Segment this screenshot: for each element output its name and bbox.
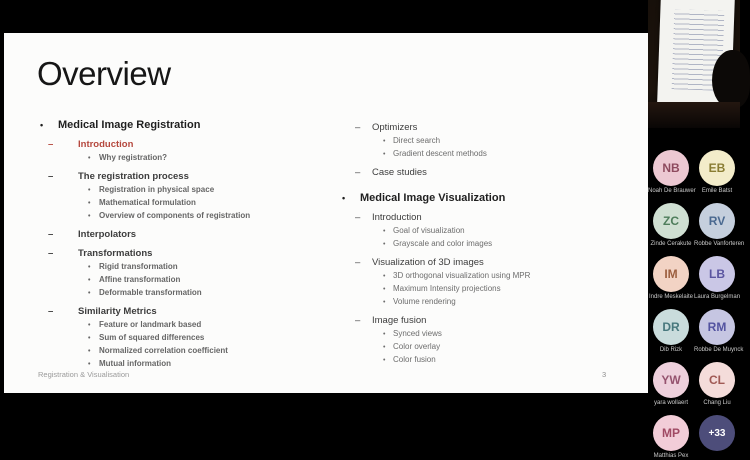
outline-text: Normalized correlation coefficient (99, 346, 228, 355)
bullet-marker: – (48, 139, 54, 150)
outline-text: Medical Image Registration (58, 119, 201, 131)
overflow-count-badge: +33 (699, 415, 735, 451)
outline-text: Color overlay (393, 342, 441, 351)
bullet-marker: – (48, 229, 54, 240)
outline-item (342, 238, 644, 250)
outline-text: Maximum Intensity projections (393, 284, 501, 293)
presenter-video-thumbnail[interactable] (648, 0, 740, 128)
participant-name: Robbe De Muynck (694, 347, 744, 353)
bullet-marker: • (88, 348, 91, 355)
outline-text: Sum of squared differences (99, 333, 205, 342)
bullet-marker: – (355, 257, 361, 268)
bullet-marker: • (383, 138, 386, 145)
outline-item (342, 270, 644, 282)
bullet-marker: • (383, 299, 386, 306)
outline-text: Similarity Metrics (78, 306, 157, 317)
outline-item (40, 358, 342, 370)
bullet-marker: • (88, 187, 91, 194)
bullet-marker: • (88, 277, 91, 284)
avatar: RM (699, 309, 735, 345)
participant-tile[interactable] (648, 362, 694, 407)
participant-name: Zinde Cerakute (650, 241, 692, 247)
outline-text: Goal of visualization (393, 226, 465, 235)
outline-item (342, 296, 644, 308)
avatar: EB (699, 150, 735, 186)
bullet-marker: • (88, 361, 91, 368)
outline-text: Synced views (393, 329, 442, 338)
participant-name: Chang Liu (703, 400, 731, 406)
outline-text: Optimizers (372, 122, 418, 133)
avatar: CL (699, 362, 735, 398)
outline-text: Interpolators (78, 229, 137, 240)
participant-tile[interactable] (694, 256, 740, 301)
outline-text: Feature or landmark based (99, 320, 202, 329)
outline-item (342, 315, 644, 327)
bullet-marker: • (383, 228, 386, 235)
bullet-marker: • (88, 322, 91, 329)
desk-area (648, 102, 740, 128)
outline-text: Rigid transformation (99, 262, 178, 271)
bullet-marker: – (355, 212, 361, 223)
bullet-marker: • (383, 151, 386, 158)
outline-item (40, 274, 342, 286)
avatar: DR (653, 309, 689, 345)
outline-item (40, 210, 342, 222)
slide-page-number: 3 (602, 370, 607, 379)
bullet-marker: – (355, 167, 361, 178)
outline-item (40, 118, 342, 132)
outline-text: Medical Image Visualization (360, 192, 506, 204)
avatar: ZC (653, 203, 689, 239)
outline-item (342, 191, 644, 205)
avatar: YW (653, 362, 689, 398)
outline-item (40, 319, 342, 331)
outline-text: Case studies (372, 167, 427, 178)
participants-sidebar (648, 0, 745, 459)
outline-text: Direct search (393, 136, 441, 145)
outline-text: Visualization of 3D images (372, 257, 484, 268)
outline-item (40, 287, 342, 299)
outline-item (342, 135, 644, 147)
bullet-marker: • (88, 155, 91, 162)
bullet-marker: • (342, 193, 346, 203)
outline-item (342, 328, 644, 340)
participant-name: Laura Burgelman (694, 294, 741, 300)
outline-text: Affine transformation (99, 275, 181, 284)
bullet-marker: • (88, 213, 91, 220)
slide-footer-text: Registration & Visualisation (38, 370, 130, 379)
outline-text: Introduction (78, 139, 134, 150)
outline-item (40, 229, 342, 241)
outline-item (342, 354, 644, 366)
outline-column-right (342, 115, 644, 366)
bullet-marker: – (355, 122, 361, 133)
bullet-marker: • (88, 264, 91, 271)
outline-text: Transformations (78, 248, 153, 259)
outline-item (40, 184, 342, 196)
outline-item (40, 171, 342, 183)
outline-item (342, 122, 644, 134)
participant-tile[interactable] (648, 309, 694, 354)
outline-text: Color fusion (393, 355, 436, 364)
outline-item (40, 306, 342, 318)
outline-text: Mutual information (99, 359, 171, 368)
participants-overflow-tile[interactable] (694, 415, 740, 460)
outline-item (40, 197, 342, 209)
bullet-marker: • (383, 331, 386, 338)
presenter-silhouette (712, 50, 750, 108)
bullet-marker: – (48, 171, 54, 182)
bullet-marker: • (88, 335, 91, 342)
outline-text: The registration process (78, 171, 189, 182)
participant-tile[interactable] (694, 309, 744, 354)
bullet-marker: • (383, 273, 386, 280)
bullet-marker: • (88, 200, 91, 207)
outline-text: Grayscale and color images (393, 239, 493, 248)
bullet-marker: • (383, 357, 386, 364)
bullet-marker: • (383, 344, 386, 351)
outline-item (40, 139, 342, 151)
outline-text: Volume rendering (393, 297, 456, 306)
outline-text: Registration in physical space (99, 185, 215, 194)
outline-item (342, 283, 644, 295)
bullet-marker: • (40, 120, 44, 130)
avatar: MP (653, 415, 689, 451)
outline-item (40, 261, 342, 273)
participant-name: Emile Batst (701, 188, 733, 194)
outline-text: Image fusion (372, 315, 427, 326)
bullet-marker: – (48, 248, 54, 259)
outline-text: Introduction (372, 212, 422, 223)
participant-name: Robbe Vanforteren (694, 241, 745, 247)
bullet-marker: • (88, 290, 91, 297)
avatar: RV (699, 203, 735, 239)
outline-column-left (40, 118, 342, 370)
participant-tile[interactable] (648, 150, 694, 195)
participants-grid (648, 150, 745, 460)
bullet-marker: – (48, 306, 54, 317)
participant-tile[interactable] (694, 150, 740, 195)
outline-item (40, 332, 342, 344)
outline-item (342, 167, 644, 179)
participant-name: Matthias Pex (653, 453, 689, 459)
slide-title: Overview (37, 55, 171, 92)
bullet-marker: – (355, 315, 361, 326)
outline-text: Deformable transformation (99, 288, 202, 297)
participant-name: yara wollaert (653, 400, 688, 406)
outline-item (342, 225, 644, 237)
bullet-marker: • (383, 286, 386, 293)
avatar: IM (653, 256, 689, 292)
participant-name: Dib Rizk (659, 347, 683, 353)
participant-tile[interactable] (648, 203, 694, 248)
outline-text: Mathematical formulation (99, 198, 196, 207)
outline-text: 3D orthogonal visualization using MPR (393, 271, 531, 280)
outline-item (342, 341, 644, 353)
bullet-marker: • (383, 241, 386, 248)
participant-name: Indre Meskelaite (648, 294, 694, 300)
participant-tile[interactable] (694, 203, 745, 248)
outline-item (342, 257, 644, 269)
outline-text: Overview of components of registration (99, 211, 251, 220)
outline-item (342, 148, 644, 160)
participant-tile[interactable] (648, 415, 694, 460)
outline-item (342, 212, 644, 224)
outline-text: Why registration? (99, 153, 168, 162)
participant-tile[interactable] (694, 362, 740, 407)
participant-tile[interactable] (648, 256, 694, 301)
outline-item (40, 248, 342, 260)
outline-item (40, 152, 342, 164)
shared-slide (4, 33, 648, 393)
outline-text: Gradient descent methods (393, 149, 487, 158)
avatar: NB (653, 150, 689, 186)
participant-name: Noah De Brauwer (648, 188, 696, 194)
outline-item (40, 345, 342, 357)
avatar: LB (699, 256, 735, 292)
